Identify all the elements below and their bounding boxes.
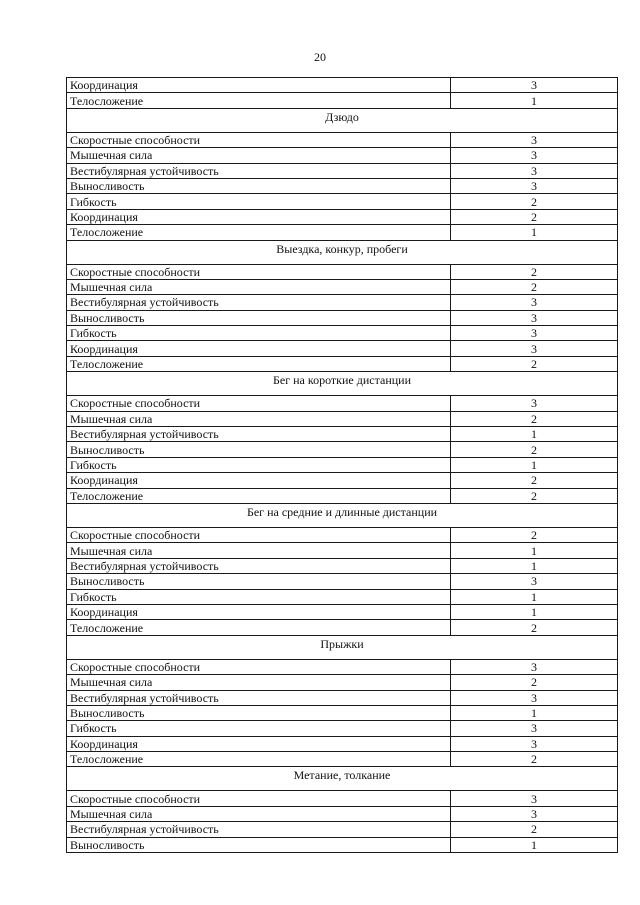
- section-header-row: [67, 635, 618, 659]
- table-row: [67, 527, 618, 542]
- table-row: [67, 225, 618, 240]
- table-row: [67, 295, 618, 310]
- quality-name-cell: Телосложение: [67, 620, 451, 635]
- table-row: [67, 659, 618, 674]
- table-row: [67, 791, 618, 806]
- table-row: [67, 411, 618, 426]
- score-cell: 3: [451, 310, 618, 325]
- score-cell: 1: [451, 837, 618, 852]
- score-cell: 3: [451, 132, 618, 147]
- section-title: Бег на короткие дистанции: [67, 372, 618, 396]
- quality-name-cell: Координация: [67, 78, 451, 93]
- score-cell: 3: [451, 163, 618, 178]
- table-row: [67, 675, 618, 690]
- score-cell: 3: [451, 806, 618, 821]
- score-cell: 2: [451, 620, 618, 635]
- score-cell: 3: [451, 574, 618, 589]
- table-row: [67, 558, 618, 573]
- quality-name-cell: Выносливость: [67, 178, 451, 193]
- score-cell: 2: [451, 675, 618, 690]
- score-cell: 3: [451, 341, 618, 356]
- table-row: [67, 822, 618, 837]
- quality-name-cell: Гибкость: [67, 589, 451, 604]
- quality-name-cell: Выносливость: [67, 442, 451, 457]
- quality-name-cell: Скоростные способности: [67, 527, 451, 542]
- quality-name-cell: Вестибулярная устойчивость: [67, 427, 451, 442]
- score-cell: 3: [451, 295, 618, 310]
- quality-name-cell: Выносливость: [67, 837, 451, 852]
- section-title: Метание, толкание: [67, 767, 618, 791]
- score-cell: 3: [451, 659, 618, 674]
- score-cell: 3: [451, 736, 618, 751]
- score-cell: 2: [451, 356, 618, 371]
- score-cell: 2: [451, 527, 618, 542]
- quality-name-cell: Мышечная сила: [67, 411, 451, 426]
- quality-name-cell: Вестибулярная устойчивость: [67, 558, 451, 573]
- score-cell: 3: [451, 791, 618, 806]
- quality-name-cell: Гибкость: [67, 194, 451, 209]
- score-cell: 2: [451, 473, 618, 488]
- table-row: [67, 356, 618, 371]
- table-row: [67, 310, 618, 325]
- table-row: [67, 326, 618, 341]
- quality-name-cell: Скоростные способности: [67, 132, 451, 147]
- section-header-row: [67, 240, 618, 264]
- section-header-row: [67, 372, 618, 396]
- table-row: [67, 163, 618, 178]
- quality-name-cell: Вестибулярная устойчивость: [67, 295, 451, 310]
- quality-name-cell: Мышечная сила: [67, 543, 451, 558]
- score-cell: 1: [451, 225, 618, 240]
- quality-name-cell: Скоростные способности: [67, 264, 451, 279]
- quality-name-cell: Выносливость: [67, 574, 451, 589]
- quality-name-cell: Гибкость: [67, 326, 451, 341]
- table-row: [67, 543, 618, 558]
- quality-name-cell: Координация: [67, 736, 451, 751]
- section-header-row: [67, 767, 618, 791]
- score-cell: 1: [451, 705, 618, 720]
- table-row: [67, 279, 618, 294]
- table-row: [67, 736, 618, 751]
- quality-name-cell: Вестибулярная устойчивость: [67, 163, 451, 178]
- score-cell: 3: [451, 396, 618, 411]
- quality-name-cell: Мышечная сила: [67, 279, 451, 294]
- quality-name-cell: Координация: [67, 209, 451, 224]
- table-row: [67, 589, 618, 604]
- score-cell: 2: [451, 279, 618, 294]
- quality-name-cell: Координация: [67, 473, 451, 488]
- score-cell: 1: [451, 543, 618, 558]
- score-cell: 1: [451, 457, 618, 472]
- table-row: [67, 341, 618, 356]
- section-title: Дзюдо: [67, 108, 618, 132]
- table-row: [67, 837, 618, 852]
- table-row: [67, 705, 618, 720]
- table-row: [67, 427, 618, 442]
- quality-name-cell: Телосложение: [67, 93, 451, 108]
- quality-name-cell: Гибкость: [67, 721, 451, 736]
- score-cell: 1: [451, 589, 618, 604]
- quality-name-cell: Телосложение: [67, 488, 451, 503]
- quality-name-cell: Телосложение: [67, 752, 451, 767]
- score-cell: 2: [451, 752, 618, 767]
- quality-name-cell: Выносливость: [67, 705, 451, 720]
- score-cell: 3: [451, 78, 618, 93]
- score-cell: 2: [451, 488, 618, 503]
- quality-name-cell: Телосложение: [67, 356, 451, 371]
- quality-name-cell: Мышечная сила: [67, 806, 451, 821]
- score-cell: 3: [451, 721, 618, 736]
- table-row: [67, 690, 618, 705]
- table-row: [67, 132, 618, 147]
- table-row: [67, 574, 618, 589]
- score-cell: 3: [451, 148, 618, 163]
- table-row: [67, 194, 618, 209]
- score-cell: 1: [451, 558, 618, 573]
- quality-name-cell: Мышечная сила: [67, 675, 451, 690]
- qualities-table: [66, 77, 618, 853]
- table-row: [67, 604, 618, 619]
- quality-name-cell: Мышечная сила: [67, 148, 451, 163]
- score-cell: 2: [451, 822, 618, 837]
- quality-name-cell: Координация: [67, 604, 451, 619]
- table-row: [67, 752, 618, 767]
- score-cell: 3: [451, 178, 618, 193]
- table-row: [67, 620, 618, 635]
- table-row: [67, 721, 618, 736]
- table-row: [67, 209, 618, 224]
- table-row: [67, 488, 618, 503]
- table-row: [67, 473, 618, 488]
- section-header-row: [67, 503, 618, 527]
- quality-name-cell: Вестибулярная устойчивость: [67, 690, 451, 705]
- section-title: Выездка, конкур, пробеги: [67, 240, 618, 264]
- table-row: [67, 178, 618, 193]
- quality-name-cell: Выносливость: [67, 310, 451, 325]
- table-row: [67, 396, 618, 411]
- score-cell: 1: [451, 427, 618, 442]
- table-row: [67, 93, 618, 108]
- qualities-table-body: [67, 78, 618, 853]
- score-cell: 3: [451, 690, 618, 705]
- table-row: [67, 78, 618, 93]
- quality-name-cell: Телосложение: [67, 225, 451, 240]
- score-cell: 2: [451, 411, 618, 426]
- quality-name-cell: Скоростные способности: [67, 659, 451, 674]
- table-row: [67, 806, 618, 821]
- page-number: 20: [314, 50, 326, 64]
- table-row: [67, 264, 618, 279]
- score-cell: 2: [451, 209, 618, 224]
- section-header-row: [67, 108, 618, 132]
- score-cell: 3: [451, 326, 618, 341]
- section-title: Бег на средние и длинные дистанции: [67, 503, 618, 527]
- score-cell: 2: [451, 194, 618, 209]
- table-row: [67, 442, 618, 457]
- score-cell: 1: [451, 604, 618, 619]
- score-cell: 2: [451, 264, 618, 279]
- quality-name-cell: Гибкость: [67, 457, 451, 472]
- score-cell: 2: [451, 442, 618, 457]
- quality-name-cell: Скоростные способности: [67, 791, 451, 806]
- quality-name-cell: Вестибулярная устойчивость: [67, 822, 451, 837]
- section-title: Прыжки: [67, 635, 618, 659]
- quality-name-cell: Координация: [67, 341, 451, 356]
- score-cell: 1: [451, 93, 618, 108]
- table-row: [67, 457, 618, 472]
- table-row: [67, 148, 618, 163]
- quality-name-cell: Скоростные способности: [67, 396, 451, 411]
